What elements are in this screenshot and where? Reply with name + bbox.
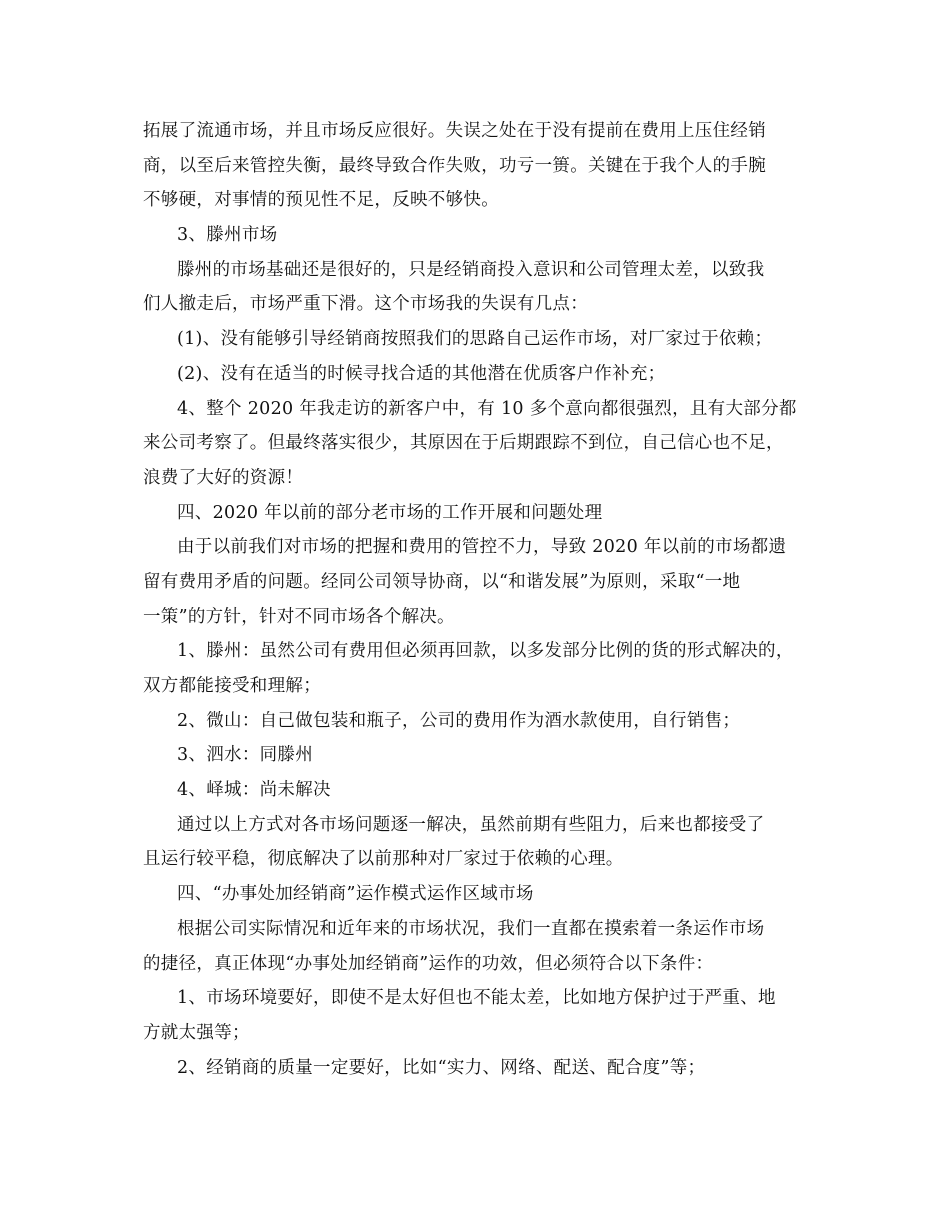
section-heading: 3、滕州市场 [177,225,278,246]
text-line: 的捷径，真正体现“办事处加经销商”运作的功效，但必须符合以下条件： [143,953,714,974]
text-line: 浪费了大好的资源！ [143,467,304,488]
list-item: (2)、没有在适当的时候寻找合适的其他潜在优质客户作补充； [177,363,666,384]
list-item: 1、滕州：虽然公司有费用但必须再回款，以多发部分比例的货的形式解决的， [177,641,794,662]
list-item: 4、峄城：尚未解决 [177,780,331,801]
text-line: 不够硬，对事情的预见性不足，反映不够快。 [143,190,499,211]
section-heading: 四、“办事处加经销商”运作模式运作区域市场 [177,884,534,905]
text-line: 双方都能接受和理解； [143,676,321,696]
paragraph-start: 由于以前我们对市场的把握和费用的管控不力，导致 2020 年以前的市场都遗 [177,537,787,558]
section-heading: 四、2020 年以前的部分老市场的工作开展和问题处理 [177,502,603,523]
paragraph-start: 4、整个 2020 年我走访的新客户中，有 10 多个意向都很强烈，且有大部分都 [177,398,797,419]
list-item: 3、泗水：同滕州 [177,745,314,766]
list-item: (1)、没有能够引导经销商按照我们的思路自己运作市场，对厂家过于依赖； [177,329,773,350]
text-line: 留有费用矛盾的问题。经同公司领导协商，以“和谐发展”为原则，采取“一地 [143,571,741,592]
list-item: 1、市场环境要好，即使不是太好但也不能太差，比如地方保护过于严重、地 [177,988,776,1009]
text-line: 且运行较平稳，彻底解决了以前那种对厂家过于依赖的心理。 [143,849,624,870]
text-line: 们人撤走后，市场严重下滑。这个市场我的失误有几点： [143,294,588,315]
text-line: 方就太强等； [143,1022,250,1043]
paragraph-start: 滕州的市场基础还是很好的，只是经销商投入意识和公司管理太差，以致我 [177,259,765,280]
paragraph-start: 通过以上方式对各市场问题逐一解决，虽然前期有些阻力，后来也都接受了 [177,814,765,835]
list-item: 2、经销商的质量一定要好，比如“实力、网络、配送、配合度”等； [177,1057,706,1078]
text-line: 来公司考察了。但最终落实很少，其原因在于后期跟踪不到位，自己信心也不足， [143,433,784,454]
document-body [143,114,823,1085]
paragraph-start: 根据公司实际情况和近年来的市场状况，我们一直都在摸索着一条运作市场 [177,918,765,939]
text-line: 商，以至后来管控失衡，最终导致合作失败，功亏一篑。关键在于我个人的手腕 [143,155,766,176]
list-item: 2、微山：自己做包装和瓶子，公司的费用作为酒水款使用，自行销售； [177,710,741,731]
text-line: 一策”的方针，针对不同市场各个解决。 [143,606,455,627]
text-line: 拓展了流通市场，并且市场反应很好。失误之处在于没有提前在费用上压住经销 [143,121,766,141]
